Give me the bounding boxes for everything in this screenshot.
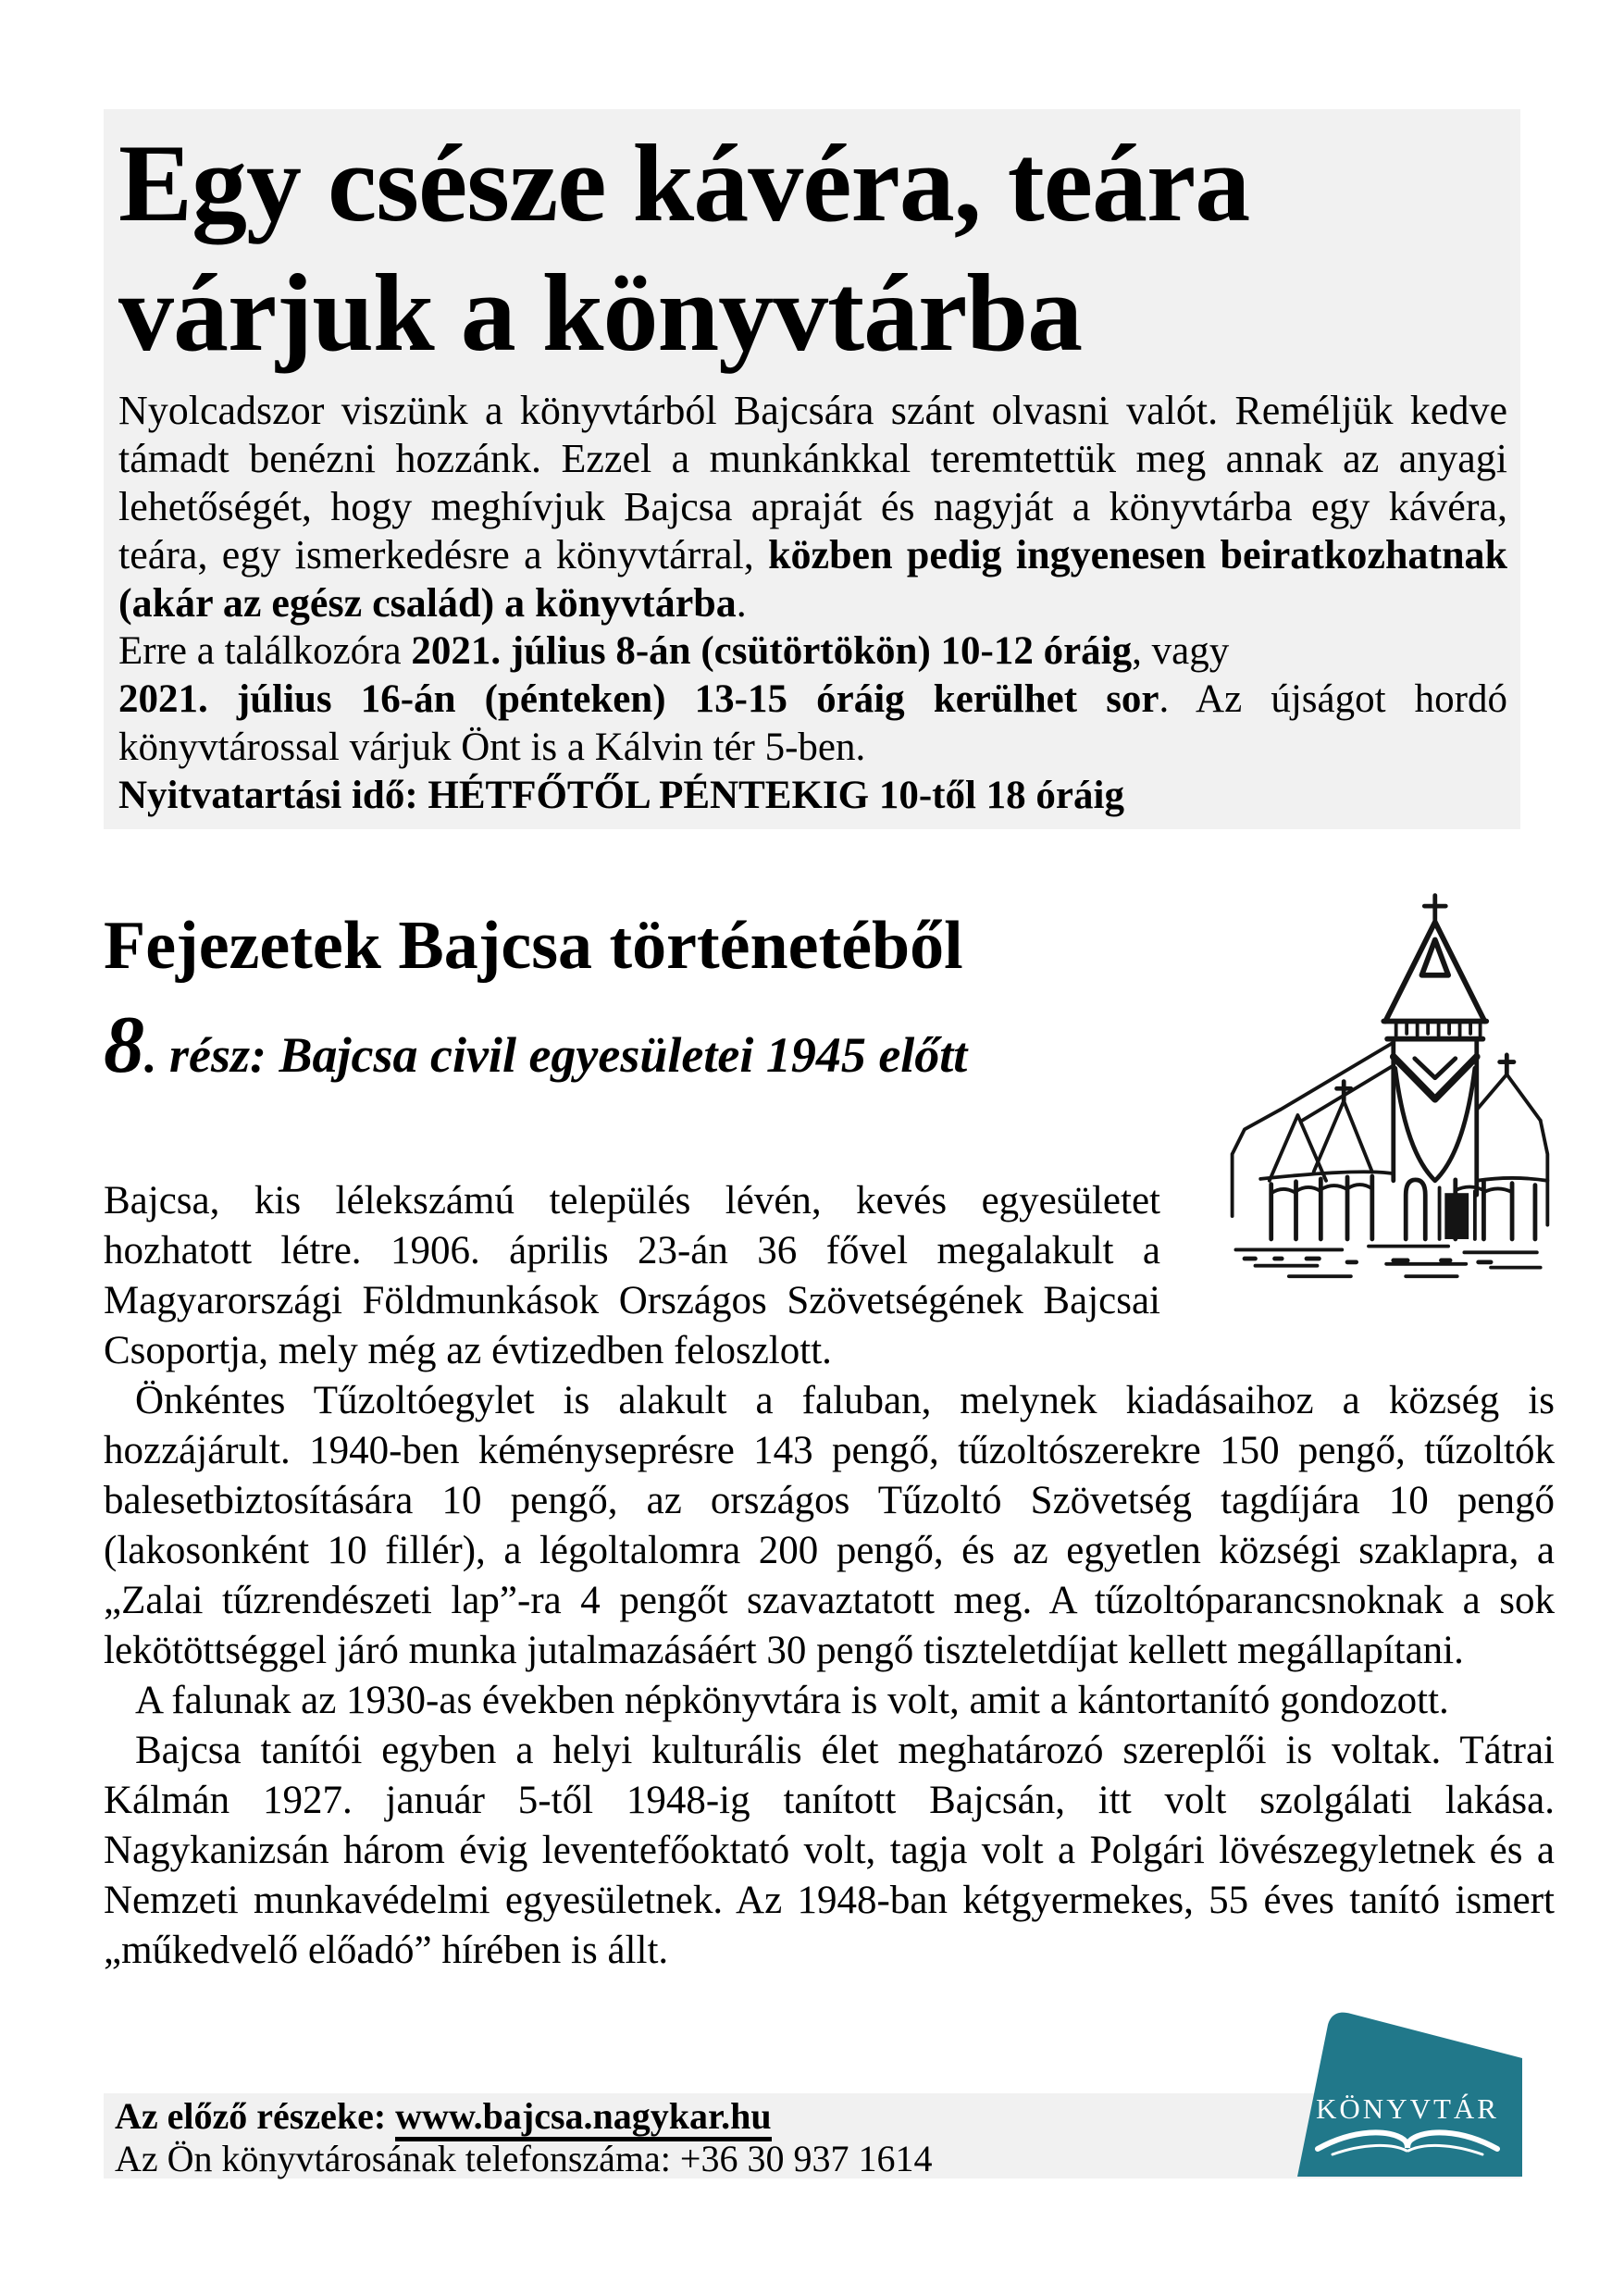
article-paragraph-2: Önkéntes Tűzoltóegylet is alakult a faluban, melynek kiadásaihoz a község is hozzájárult. 1940-ben kéményseprésre 143 pengő, tűzoltószerekre 150 pengő, tűzoltók balesetbiztosítására 10 pengő, az országos Tűzoltó Szövetség tagdíjára 10 pengő (lakosonként 10 fillér), a légoltalomra 200 pengő, és az egyetlen községi szaklapra, a „Zalai tűzrendészeti lap”-ra 4 pengőt szavaztatott meg. A tűzoltóparancsnoknak a sok lekötöttséggel járó munka jutalmazásáért 30 pengő tiszteletdíjat kellett megállapítani.: [104, 1379, 1555, 1672]
history-article: [104, 909, 1555, 1976]
panel-meeting-info: Erre a találkozóra 2021. július 8-án (csütörtökön) 10-12 óráig, vagy 2021. július 16-án (pénteken) 13-15 óráig kerülhet sor. Az újságot hordó könyvtárossal várjuk Önt is a Kálvin tér 5-ben. Nyitvatartási idő: HÉTFŐTŐL PÉNTEKIG 10-től 18 óráig: [118, 629, 1507, 817]
article-paragraph-3: A falunak az 1930-as években népkönyvtára is volt, amit a kántortanító gondozott.: [135, 1679, 1449, 1722]
library-logo-graphic: [1292, 2008, 1523, 2178]
article-paragraph-1: Bajcsa, kis lélekszámú település lévén, kevés egyesületet hozhatott létre. 1906. április 23-án 36 fővel megalakult a Magyarországi Földmunkások Országos Szövetségének Bajcsai Csoportja, mely még az évtizedben feloszlott.: [104, 1179, 1160, 1372]
panel-title-line2: várjuk a könyvtárba: [118, 251, 1083, 374]
article-paragraph-4: Bajcsa tanítói egyben a helyi kulturális élet meghatározó szereplői is voltak. Tátrai Kálmán 1927. január 5-től 1948-ig tanított Bajcsán, itt volt szolgálati lakása. Nagykanizsán három évig leventefőoktató volt, tagja volt a Polgári lövészegyletnek és a Nemzeti munkavédelmi egyesületnek. Az 1948-ban kétgyermekes, 55 éves tanító ismert „műkedvelő előadó” hírében is állt.: [104, 1729, 1555, 1972]
invitation-panel: [104, 109, 1520, 829]
panel-title: [118, 118, 1507, 378]
church-illustration: [1183, 884, 1555, 1284]
logo-label: KÖNYVTÁR: [1316, 2092, 1499, 2125]
panel-intro-paragraph: Nyolcadszor viszünk a könyvtárból Bajcsára szánt olvasni valót. Reméljük kedve támadt benézni hozzánk. Ezzel a munkánkkal teremtettük meg annak az anyagi lehetőségét, hogy meghívjuk Bajcsa apraját és nagyját a könyvtárba egy kávéra, teára, egy ismerkedésre a könyvtárral, közben pedig ingyenesen beiratkozhatnak (akár az egész család) a könyvtárba.: [118, 388, 1508, 626]
library-logo: [1292, 2008, 1523, 2178]
panel-title-line1: Egy csésze kávéra, teára: [118, 121, 1250, 244]
previous-parts-line[interactable]: Az előző részeke: www.bajcsa.nagykar.hu: [115, 2095, 1520, 2138]
librarian-phone-line: Az Ön könyvtárosának telefonszáma: +36 30 937 1614: [115, 2138, 933, 2179]
part-number: 8: [104, 1000, 144, 1090]
section-title: Fejezetek Bajcsa történetéből: [104, 908, 963, 984]
part-title: . rész: Bajcsa civil egyesületei 1945 előtt: [144, 1027, 968, 1083]
